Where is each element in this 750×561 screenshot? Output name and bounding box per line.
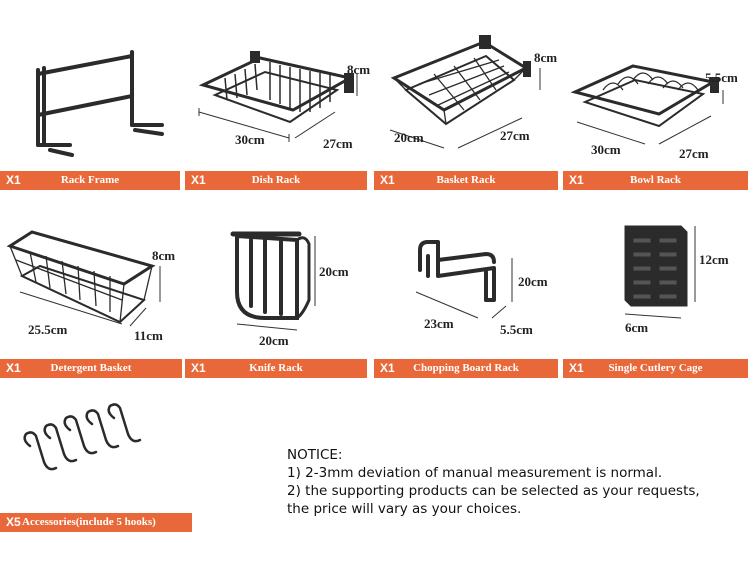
product-chopping-board-rack [374, 196, 558, 379]
product-basket-rack [374, 0, 558, 190]
item-label [185, 171, 367, 190]
dimension-width: 11cm [134, 328, 163, 343]
item-quantity: X1 [6, 173, 21, 187]
item-label [374, 359, 558, 378]
notice-title: NOTICE: [287, 447, 343, 463]
item-name: Dish Rack [251, 174, 301, 186]
item-quantity: X5 [6, 515, 21, 529]
item-name: Chopping Board Rack [413, 362, 519, 374]
item-label [185, 359, 367, 378]
dimension-width: 27cm [323, 136, 353, 151]
product-knife-rack [185, 196, 369, 379]
product-single-cutlery-cage [563, 196, 750, 379]
dimension-height: 20cm [518, 274, 548, 289]
item-label [563, 359, 748, 378]
item-name: Accessories(include 5 hooks) [22, 516, 156, 528]
notice-block [287, 446, 700, 518]
product-detergent-basket [0, 196, 182, 379]
item-name: Knife Rack [249, 362, 303, 374]
dimension-height: 8cm [152, 248, 176, 263]
item-quantity: X1 [191, 173, 206, 187]
rack-frame-image [0, 0, 180, 170]
item-quantity: X1 [6, 361, 21, 375]
hooks-image [0, 386, 200, 514]
item-name: Bowl Rack [629, 174, 682, 186]
dimension-width: 20cm [394, 130, 424, 145]
dimension-width: 27cm [679, 146, 709, 161]
item-quantity: X1 [191, 361, 206, 375]
dimension-height: 12cm [699, 252, 729, 267]
notice-line: the price will vary as your choices. [287, 501, 522, 517]
product-accessories-hooks [0, 386, 200, 536]
dimension-length: 30cm [591, 142, 621, 157]
item-name: Basket Rack [436, 174, 496, 186]
item-quantity: X1 [380, 173, 395, 187]
item-label [563, 171, 748, 190]
notice-line: 1) 2-3mm deviation of manual measurement is normal. [287, 465, 663, 481]
dimension-width: 6cm [625, 320, 649, 335]
dimension-length: 30cm [235, 132, 265, 147]
dimension-height: 5.5cm [705, 70, 738, 85]
item-label [0, 359, 182, 378]
item-label [374, 171, 558, 190]
notice-line: 2) the supporting products can be selected as your requests, [287, 483, 700, 499]
item-label [0, 171, 180, 190]
item-label [0, 513, 192, 532]
dimension-height: 20cm [319, 264, 349, 279]
dimension-height: 8cm [347, 62, 371, 77]
dimension-width: 20cm [259, 333, 289, 348]
product-bowl-rack [563, 0, 750, 190]
product-rack-frame [0, 0, 180, 190]
item-quantity: X1 [380, 361, 395, 375]
item-name: Single Cutlery Cage [608, 362, 703, 374]
item-quantity: X1 [569, 173, 584, 187]
cutlery-cage-image [563, 196, 750, 359]
dimension-length: 23cm [424, 316, 454, 331]
item-name: Rack Frame [60, 174, 120, 186]
product-dish-rack [185, 0, 369, 190]
dimension-length: 27cm [500, 128, 530, 143]
dimension-height: 8cm [534, 50, 558, 65]
item-quantity: X1 [569, 361, 584, 375]
dimension-width: 5.5cm [500, 322, 533, 337]
item-name: Detergent Basket [50, 362, 132, 374]
dimension-length: 25.5cm [28, 322, 68, 337]
